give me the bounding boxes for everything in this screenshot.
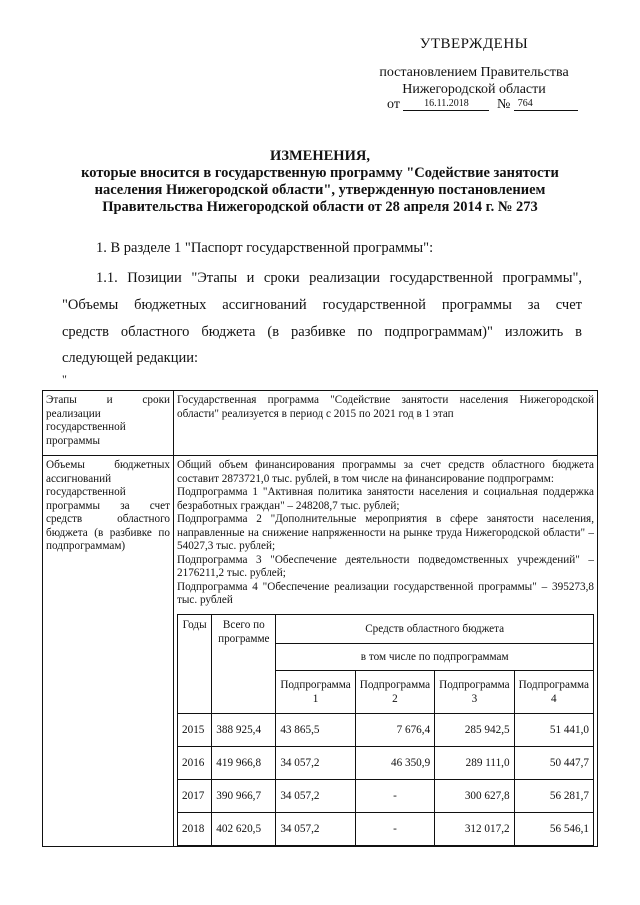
number-sign: №: [496, 97, 511, 112]
budget-sub4: Подпрограмма 4 "Обеспечение реализации государственной программы" – 395273,8 тыс. рублей: [177, 580, 594, 606]
cell-sp1: 34 057,2: [276, 746, 355, 779]
header-total: Всего по программе: [212, 614, 276, 713]
header-budget: Средств областного бюджета: [276, 614, 594, 643]
header-sp4: Подпрограмма 4: [514, 670, 593, 713]
cell-sp2: 46 350,9: [355, 746, 434, 779]
table-row: [178, 779, 594, 812]
cell-sp4: 56 281,7: [514, 779, 593, 812]
heading-line2: которые вносится в государственную программу "Содействие занятости: [81, 165, 559, 181]
paragraph-2-line1: 1.1. Позиции "Этапы и сроки реализации государственной программы",: [96, 270, 582, 286]
passport-table: [42, 390, 598, 847]
table-row: [178, 713, 594, 746]
opening-quote: ": [62, 372, 67, 386]
heading-line1: ИЗМЕНЕНИЯ,: [270, 148, 370, 164]
paragraph-2-line2: "Объемы бюджетных ассигнований государственной программы за счет: [62, 297, 582, 313]
approval-date-line: [387, 97, 578, 113]
cell-sp2: -: [355, 812, 434, 845]
cell-sp1: 34 057,2: [276, 812, 355, 845]
cell-sp1: 43 865,5: [276, 713, 355, 746]
table-row: [178, 812, 594, 845]
paragraph-2-line3: средств областного бюджета (в разбивке по подпрограммам)" изложить в: [62, 324, 582, 340]
budget-label: Объемы бюджетных ассигнований государственной программы за счет средств областного бюджета (в разбивке по подпрограммам): [43, 456, 174, 847]
cell-year: 2016: [178, 746, 212, 779]
cell-sp2: -: [355, 779, 434, 812]
budget-sub3: Подпрограмма 3 "Обеспечение деятельности подведомственных учреждений" – 2176211,2 тыс. рублей;: [177, 553, 594, 579]
budget-years-table: [177, 614, 594, 846]
budget-sub2: Подпрограмма 2 "Дополнительные мероприятия в сфере занятости населения, направленные на снижение напряженности на рынке труда Нижегородской области" – 54027,3 тыс. рублей;: [177, 513, 594, 552]
cell-sp4: 56 546,1: [514, 812, 593, 845]
paragraph-2-line4: следующей редакции:: [62, 350, 199, 366]
approval-line1: постановлением Правительства: [379, 65, 569, 80]
cell-sp3: 289 111,0: [435, 746, 514, 779]
cell-total: 419 966,8: [212, 746, 276, 779]
approval-line2: Нижегородской области: [402, 82, 546, 97]
header-years: Годы: [178, 614, 212, 713]
cell-sp2: 7 676,4: [355, 713, 434, 746]
budget-content: [174, 456, 598, 847]
cell-total: 388 925,4: [212, 713, 276, 746]
cell-year: 2017: [178, 779, 212, 812]
budget-sub1: Подпрограмма 1 "Активная политика занятости населения и социальная поддержка безработных граждан" – 248208,7 тыс. рублей;: [177, 486, 594, 512]
cell-sp3: 285 942,5: [435, 713, 514, 746]
approval-title: УТВЕРЖДЕНЫ: [419, 36, 529, 52]
cell-total: 390 966,7: [212, 779, 276, 812]
document-heading: [40, 148, 600, 216]
stages-text: Государственная программа "Содействие занятости населения Нижегородской области" реализуется в период с 2015 по 2021 год в 1 этап: [174, 391, 598, 456]
heading-line4: Правительства Нижегородской области от 28 апреля 2014 г. № 273: [102, 199, 538, 215]
header-sp1: Подпрограмма 1: [276, 670, 355, 713]
cell-year: 2018: [178, 812, 212, 845]
heading-line3: населения Нижегородской области", утвержденную постановлением: [94, 182, 546, 198]
cell-sp1: 34 057,2: [276, 779, 355, 812]
header-including: в том числе по подпрограммам: [276, 643, 594, 670]
cell-sp4: 51 441,0: [514, 713, 593, 746]
date-prefix: от: [387, 97, 400, 112]
approval-date: 16.11.2018: [403, 98, 489, 111]
header-sp2: Подпрограмма 2: [355, 670, 434, 713]
approval-number: 764: [514, 98, 578, 111]
header-sp3: Подпрограмма 3: [435, 670, 514, 713]
table-row-budget: [43, 456, 598, 847]
stages-label: Этапы и сроки реализации государственной программы: [43, 391, 174, 456]
cell-year: 2015: [178, 713, 212, 746]
table-row: [178, 746, 594, 779]
cell-total: 402 620,5: [212, 812, 276, 845]
table-row-stages: [43, 391, 598, 456]
cell-sp3: 300 627,8: [435, 779, 514, 812]
cell-sp4: 50 447,7: [514, 746, 593, 779]
cell-sp3: 312 017,2: [435, 812, 514, 845]
paragraph-1: 1. В разделе 1 "Паспорт государственной программы":: [96, 240, 434, 256]
budget-intro: Общий объем финансирования программы за счет средств областного бюджета составит 2873721,0 тыс. рублей, в том числе на финансирование подпрограмм:: [177, 459, 594, 485]
